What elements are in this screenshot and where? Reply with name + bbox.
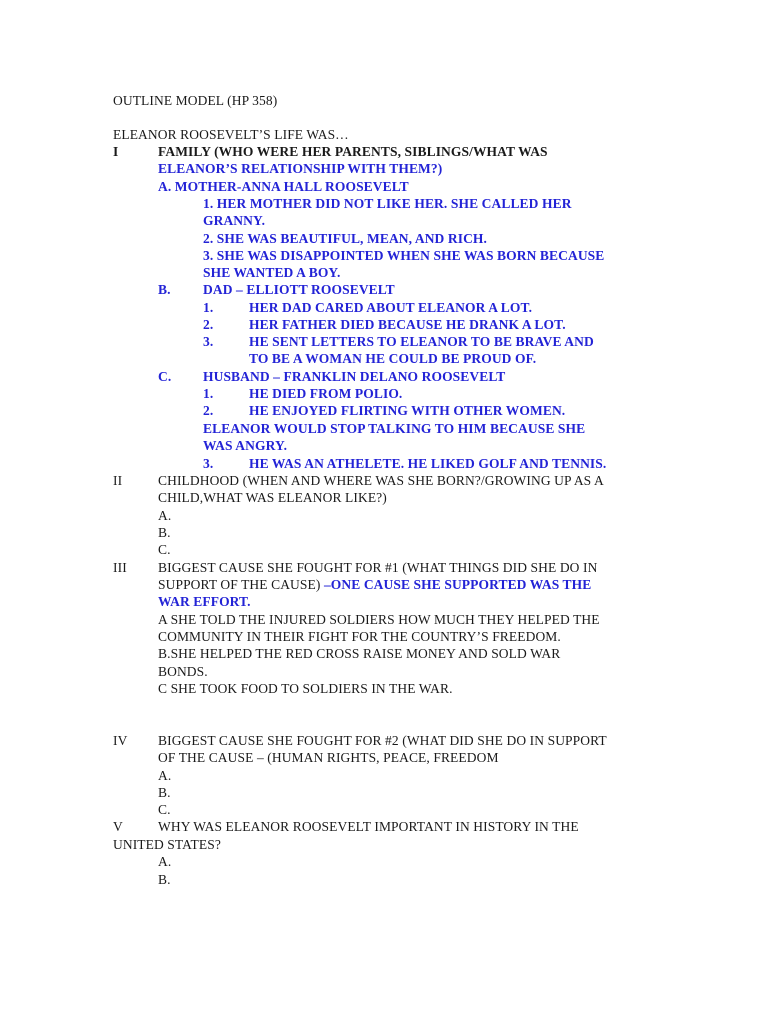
section-3-numeral: III: [113, 560, 127, 575]
mother-item-3-line-2: SHE WANTED A BOY.: [203, 265, 341, 280]
dad-item-2-text: HER FATHER DIED BECAUSE HE DRANK A LOT.: [249, 317, 566, 332]
husband-item-2-number: 2.: [203, 403, 214, 418]
section-3-item-b-line-1: B.SHE HELPED THE RED CROSS RAISE MONEY AND SOLD WAR: [158, 646, 561, 661]
mother-item-1-line-1: 1. HER MOTHER DID NOT LIKE HER. SHE CALLED HER: [203, 196, 572, 211]
section-4-heading-cont: OF THE CAUSE – (HUMAN RIGHTS, PEACE, FREEDOM: [158, 750, 499, 765]
section-5-item-a: A.: [158, 854, 172, 869]
section-5-heading: WHY WAS ELEANOR ROOSEVELT IMPORTANT IN HISTORY IN THE: [158, 819, 579, 834]
section-3-heading-cont-black: SUPPORT OF THE CAUSE): [158, 577, 324, 592]
section-5-item-b: B.: [158, 872, 171, 887]
section-2-item-a: A.: [158, 508, 172, 523]
husband-item-2: [203, 402, 565, 419]
mother-item-1-line-2: GRANNY.: [203, 213, 266, 228]
section-4-heading: BIGGEST CAUSE SHE FOUGHT FOR #2 (WHAT DID SHE DO IN SUPPORT: [158, 733, 607, 748]
husband-item-2-line-3: WAS ANGRY.: [203, 438, 288, 453]
section-2-heading-cont: CHILD,WHAT WAS ELEANOR LIKE?): [158, 490, 387, 505]
section-2-heading: CHILDHOOD (WHEN AND WHERE WAS SHE BORN?/GROWING UP AS A: [158, 473, 604, 488]
husband-item-1-text: HE DIED FROM POLIO.: [249, 386, 403, 401]
dad-item-2-number: 2.: [203, 317, 214, 332]
husband-item-3: [203, 455, 606, 472]
section-3-heading-cont-blue: –ONE CAUSE SHE SUPPORTED WAS THE: [323, 577, 592, 592]
section-4-numeral: IV: [113, 733, 128, 748]
husband-label: HUSBAND – FRANKLIN DELANO ROOSEVELT: [203, 369, 506, 384]
section-1-heading: FAMILY (WHO WERE HER PARENTS, SIBLINGS/WHAT WAS: [158, 144, 548, 159]
section-2-item-b: B.: [158, 525, 171, 540]
dad-item-3-text: HE SENT LETTERS TO ELEANOR TO BE BRAVE AND: [249, 334, 594, 349]
husband-item-2-text: HE ENJOYED FLIRTING WITH OTHER WOMEN.: [249, 403, 566, 418]
dad-item-3-line-2: TO BE A WOMAN HE COULD BE PROUD OF.: [249, 351, 537, 366]
husband-item-2-line-2: ELEANOR WOULD STOP TALKING TO HIM BECAUSE SHE: [203, 421, 586, 436]
section-4-item-b: B.: [158, 785, 171, 800]
section-2-item-c: C.: [158, 542, 171, 557]
dad-item-2: [203, 316, 566, 333]
dad-item-1: [203, 299, 532, 316]
dad-item-3: [203, 333, 594, 350]
mother-item-3-line-1: 3. SHE WAS DISAPPOINTED WHEN SHE WAS BORN BECAUSE: [203, 248, 605, 263]
dad-item-1-text: HER DAD CARED ABOUT ELEANOR A LOT.: [249, 300, 533, 315]
section-5-numeral: V: [113, 819, 123, 834]
dad-item-1-number: 1.: [203, 300, 214, 315]
outline-title: OUTLINE MODEL (HP 358): [113, 93, 278, 108]
section-4-item-a: A.: [158, 768, 172, 783]
section-3-heading: BIGGEST CAUSE SHE FOUGHT FOR #1 (WHAT THINGS DID SHE DO IN: [158, 560, 598, 575]
husband-item-1: [203, 385, 402, 402]
section-5-heading-cont: UNITED STATES?: [113, 837, 221, 852]
husband-item-3-text: HE WAS AN ATHELETE. HE LIKED GOLF AND TENNIS.: [249, 456, 607, 471]
dad-item-3-number: 3.: [203, 334, 214, 349]
section-1-heading-cont: ELEANOR’S RELATIONSHIP WITH THEM?): [158, 161, 443, 176]
husband-item-3-number: 3.: [203, 456, 214, 471]
dad-label: DAD – ELLIOTT ROOSEVELT: [203, 282, 395, 297]
section-3-item-b-line-2: BONDS.: [158, 664, 208, 679]
section-3-item-a-line-1: A SHE TOLD THE INJURED SOLDIERS HOW MUCH THEY HELPED THE: [158, 612, 600, 627]
dad-letter: B.: [158, 282, 171, 297]
mother-item-2: 2. SHE WAS BEAUTIFUL, MEAN, AND RICH.: [203, 231, 487, 246]
section-3-item-a-line-2: COMMUNITY IN THEIR FIGHT FOR THE COUNTRY’S FREEDOM.: [158, 629, 561, 644]
mother-label: A. MOTHER-ANNA HALL ROOSEVELT: [158, 179, 409, 194]
section-4-item-c: C.: [158, 802, 171, 817]
outline-intro: ELEANOR ROOSEVELT’S LIFE WAS…: [113, 127, 349, 142]
section-3-heading-cont-2: WAR EFFORT.: [158, 594, 251, 609]
section-2-numeral: II: [113, 473, 123, 488]
section-3-item-c: C SHE TOOK FOOD TO SOLDIERS IN THE WAR.: [158, 681, 453, 696]
husband-item-1-number: 1.: [203, 386, 214, 401]
husband-letter: C.: [158, 369, 172, 384]
section-1-numeral: I: [113, 144, 119, 159]
section-3-heading-cont: [158, 576, 591, 593]
